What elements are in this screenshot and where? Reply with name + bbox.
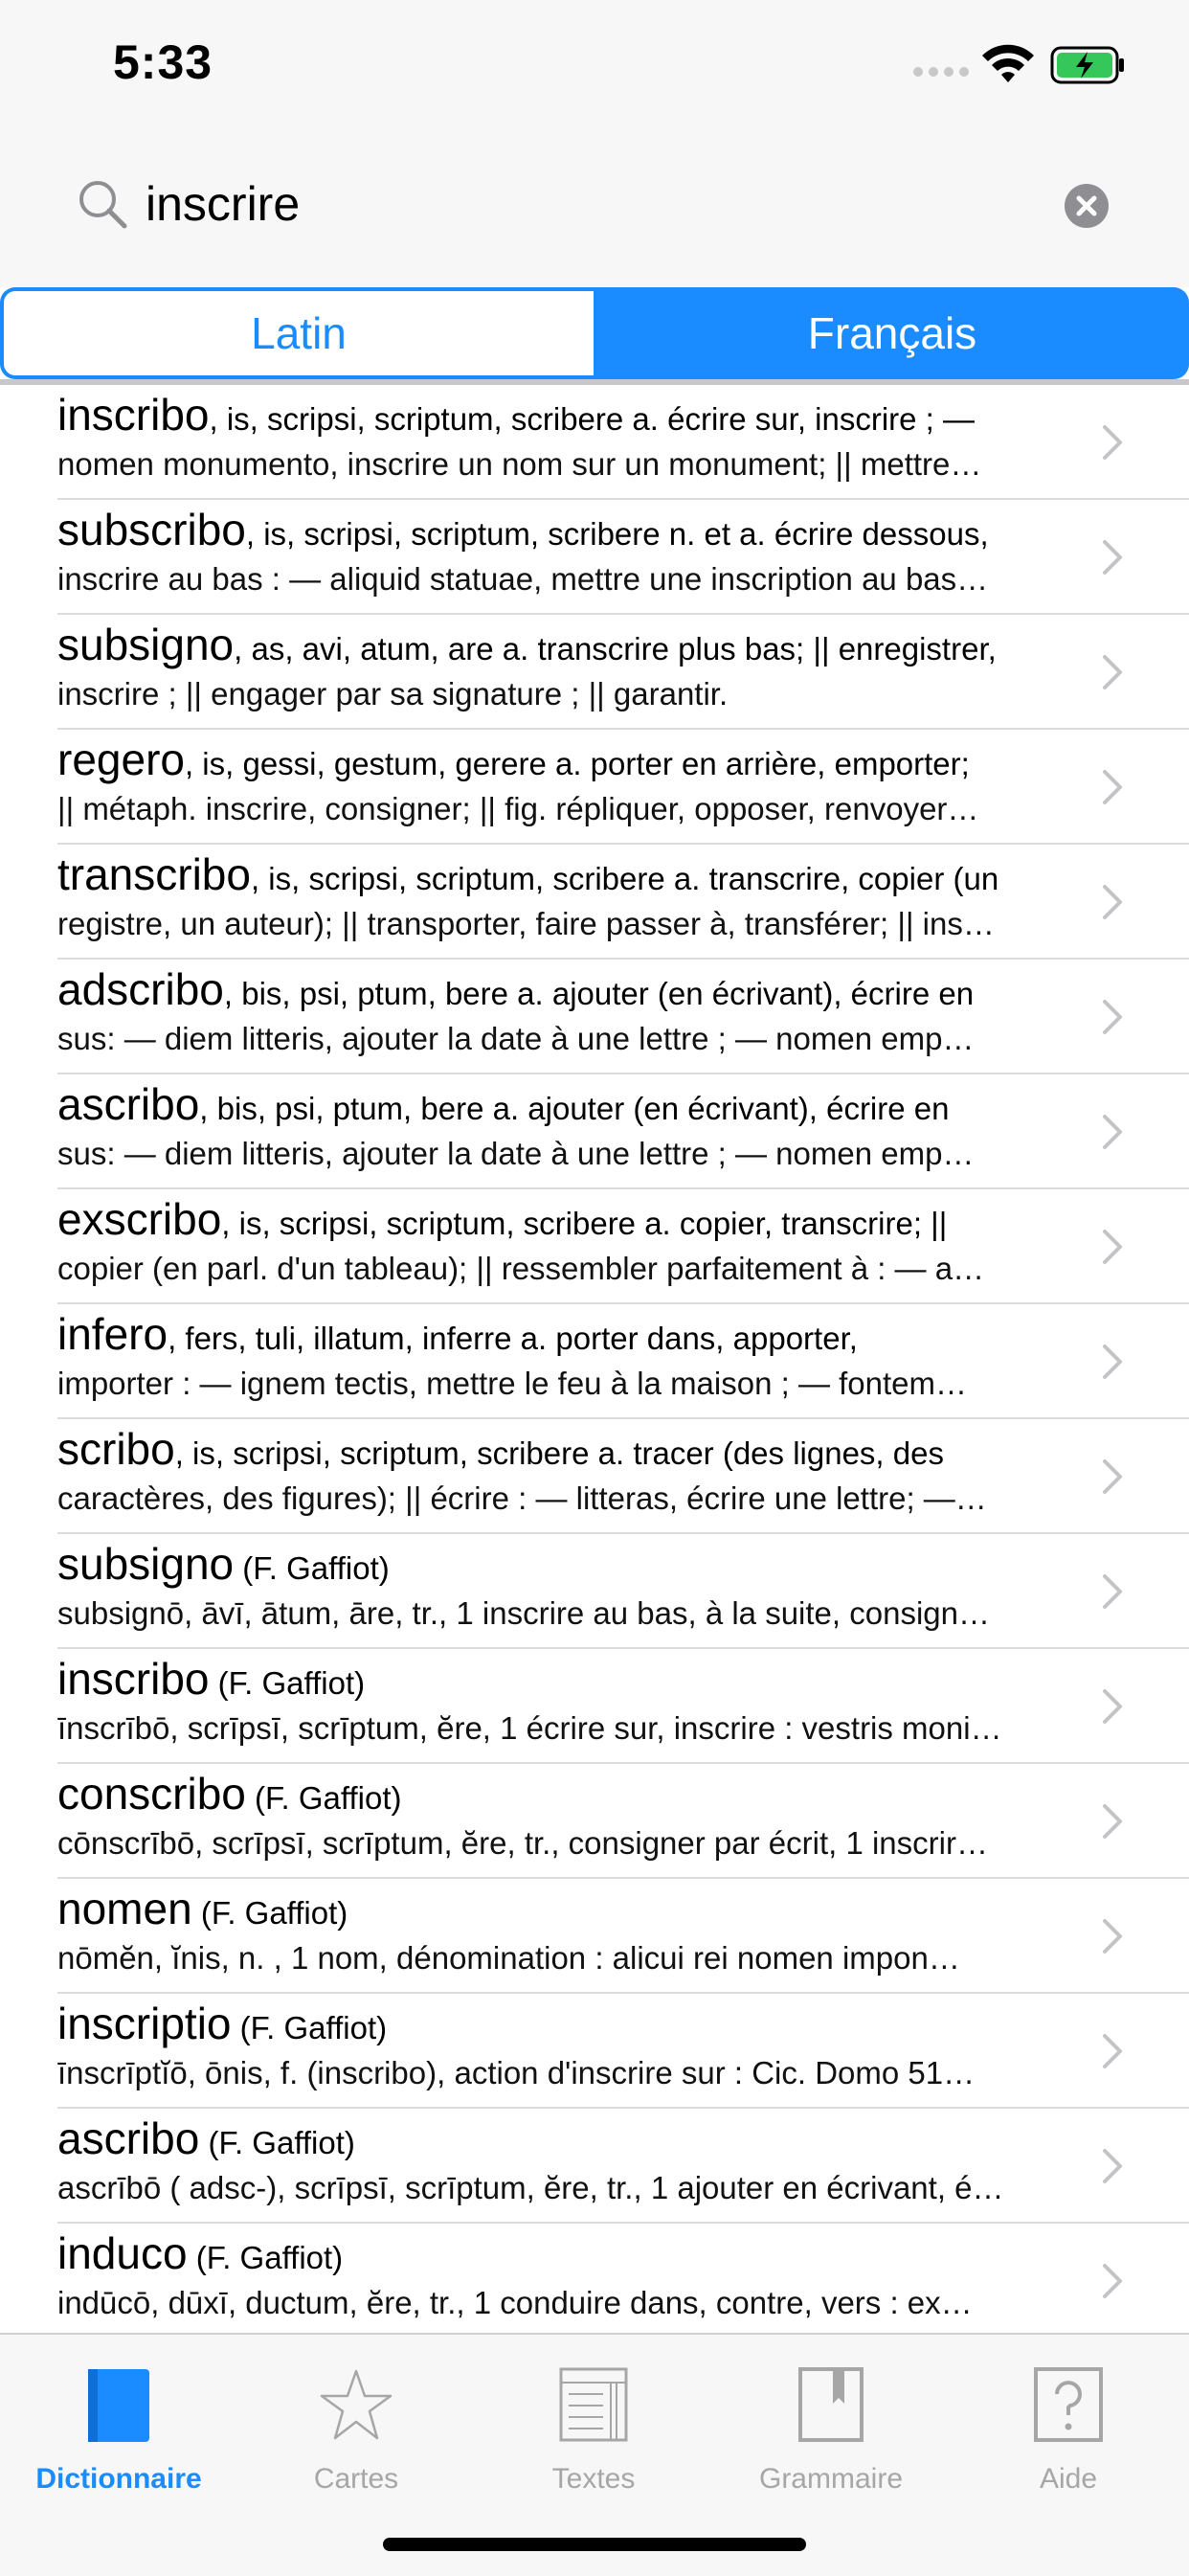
result-row[interactable] (0, 1189, 1189, 1304)
result-line1 (57, 2113, 1091, 2164)
tab-label: Grammaire (758, 2463, 903, 2495)
result-headword: infero (57, 1309, 168, 1359)
result-row[interactable] (0, 385, 1189, 500)
result-headword: regero (57, 734, 185, 784)
chevron-right-icon (1101, 1343, 1124, 1381)
chevron-right-icon (1101, 423, 1124, 462)
cellular-signal-icon (913, 67, 969, 77)
result-grammar: , fers, tuli, illatum, inferre a. porter dans, apporter, (168, 1321, 858, 1356)
chevron-right-icon (1101, 883, 1124, 921)
result-headword: induco (57, 2228, 188, 2278)
result-line1 (57, 1998, 1091, 2049)
result-headword: subsigno (57, 620, 235, 669)
result-definition: īnscrībō, scrīpsī, scrīptum, ĕre, 1 écrire sur, inscrire : vestris moni… (57, 1710, 1002, 1746)
star-icon (320, 2365, 393, 2444)
chevron-right-icon (1101, 998, 1124, 1036)
result-definition: nōmĕn, ĭnis, n. , 1 nom, dénomination : alicui rei nomen impon… (57, 1940, 960, 1976)
chevron-right-icon (1101, 1457, 1124, 1496)
chevron-right-icon (1101, 1687, 1124, 1726)
tab-grammaire[interactable] (712, 2354, 950, 2495)
result-definition: cōnscrībō, scrīpsī, scrīptum, ĕre, tr., consigner par écrit, 1 inscrir… (57, 1825, 988, 1861)
result-line1 (57, 389, 1091, 441)
result-line1 (57, 734, 1091, 785)
result-line1 (57, 504, 1091, 555)
result-line1 (57, 848, 1091, 900)
tab-label: Aide (1039, 2463, 1098, 2495)
result-grammar: , bis, psi, ptum, bere a. ajouter (en écrivant), écrire en (199, 1091, 950, 1126)
result-row[interactable] (0, 1879, 1189, 1994)
result-headword: inscribo (57, 1654, 210, 1704)
result-grammar: , bis, psi, ptum, bere a. ajouter (en écrivant), écrire en (223, 976, 975, 1011)
result-definition: caractères, des figures); || écrire : — litteras, écrire une lettre; —… (57, 1480, 987, 1516)
segment-french[interactable]: Français (807, 308, 977, 358)
tab-label: Textes (551, 2463, 636, 2495)
chevron-right-icon (1101, 653, 1124, 691)
result-line1 (57, 619, 1091, 670)
result-row[interactable] (0, 500, 1189, 615)
result-definition: indūcō, dūxī, ductum, ĕre, tr., 1 conduire dans, contre, vers : ex… (57, 2285, 973, 2320)
clear-search-button[interactable] (1065, 184, 1109, 228)
result-grammar: (F. Gaffiot) (209, 1665, 366, 1701)
close-icon (1065, 184, 1109, 228)
result-row[interactable] (0, 1649, 1189, 1764)
result-grammar: (F. Gaffiot) (234, 1550, 390, 1586)
result-grammar: , is, scripsi, scriptum, scribere a. écrire sur, inscrire ; — (209, 401, 976, 437)
result-row[interactable] (0, 2109, 1189, 2224)
result-definition: nomen monumento, inscrire un nom sur un monument; || mettre… (57, 446, 982, 482)
result-definition: || métaph. inscrire, consigner; || fig. répliquer, opposer, renvoyer… (57, 791, 979, 826)
result-grammar: (F. Gaffiot) (191, 1895, 348, 1931)
result-row[interactable] (0, 730, 1189, 845)
result-row[interactable] (0, 1534, 1189, 1649)
search-icon (77, 178, 128, 230)
result-headword: exscribo (57, 1194, 222, 1244)
segment-latin[interactable]: Latin (4, 291, 594, 375)
result-line1 (57, 1538, 1091, 1590)
status-bar (0, 0, 1189, 134)
chevron-right-icon (1101, 1917, 1124, 1955)
chevron-right-icon (1101, 2032, 1124, 2070)
chevron-right-icon (1101, 538, 1124, 576)
result-grammar: , is, scripsi, scriptum, scribere a. tracer (des lignes, des (174, 1435, 944, 1471)
result-headword: conscribo (57, 1769, 246, 1819)
book-icon (82, 2365, 155, 2444)
result-row[interactable] (0, 1764, 1189, 1879)
tab-label: Cartes (313, 2463, 399, 2495)
result-line1 (57, 1193, 1091, 1245)
result-row[interactable] (0, 1304, 1189, 1419)
result-line1 (57, 1653, 1091, 1705)
result-grammar: , is, scripsi, scriptum, scribere n. et a. écrire dessous, (245, 516, 989, 552)
result-line1 (57, 1078, 1091, 1130)
result-line1 (57, 963, 1091, 1015)
result-grammar: (F. Gaffiot) (245, 1780, 402, 1816)
chevron-right-icon (1101, 1802, 1124, 1841)
result-line1 (57, 1883, 1091, 1934)
result-row[interactable] (0, 845, 1189, 960)
result-row[interactable] (0, 1074, 1189, 1189)
tab-cartes[interactable] (237, 2354, 475, 2495)
chevron-right-icon (1101, 768, 1124, 806)
result-headword: transcribo (57, 849, 251, 899)
result-headword: scribo (57, 1424, 175, 1474)
tab-aide[interactable] (950, 2354, 1187, 2495)
result-row[interactable] (0, 1419, 1189, 1534)
language-segmented-control (0, 287, 1189, 379)
result-row[interactable] (0, 960, 1189, 1074)
result-headword: subsigno (57, 1539, 235, 1589)
chevron-right-icon (1101, 1572, 1124, 1611)
result-definition: registre, un auteur); || transporter, faire passer à, transférer; || ins… (57, 906, 995, 941)
result-definition: subsignō, āvī, ātum, āre, tr., 1 inscrire au bas, à la suite, consign… (57, 1595, 990, 1631)
result-definition: ascrībō ( adsc-), scrīpsī, scrīptum, ĕre, tr., 1 ajouter en écrivant, é… (57, 2170, 1004, 2205)
result-row[interactable] (0, 2224, 1189, 2339)
result-grammar: , is, gessi, gestum, gerere a. porter en arrière, emporter; (184, 746, 970, 781)
result-grammar: (F. Gaffiot) (187, 2240, 344, 2275)
result-grammar: (F. Gaffiot) (199, 2125, 355, 2160)
wifi-icon (980, 44, 1036, 86)
result-definition: copier (en parl. d'un tableau); || ressembler parfaitement à : — a… (57, 1251, 985, 1286)
tab-label: Dictionnaire (35, 2463, 202, 2495)
help-icon (1032, 2365, 1105, 2444)
status-time: 5:33 (113, 35, 213, 89)
result-definition: īnscrīptĭō, ōnis, f. (inscribo), action d'inscrire sur : Cic. Domo 51… (57, 2055, 976, 2090)
chevron-right-icon (1101, 1228, 1124, 1266)
result-line1 (57, 1308, 1091, 1360)
result-headword: subscribo (57, 505, 246, 554)
tab-textes[interactable] (475, 2354, 712, 2495)
home-indicator (383, 2538, 806, 2551)
chevron-right-icon (1101, 2262, 1124, 2300)
result-grammar: (F. Gaffiot) (231, 2010, 388, 2045)
battery-charging-icon (1051, 46, 1126, 84)
result-headword: nomen (57, 1884, 192, 1933)
result-definition: sus: — diem litteris, ajouter la date à une lettre ; — nomen emp… (57, 1136, 975, 1171)
result-grammar: , as, avi, atum, are a. transcrire plus bas; || enregistrer, (234, 631, 997, 667)
result-grammar: , is, scripsi, scriptum, scribere a. transcrire, copier (un (250, 861, 999, 896)
document-icon (557, 2365, 630, 2444)
result-definition: importer : — ignem tectis, mettre le feu à la maison ; — fontem… (57, 1366, 968, 1401)
search-input[interactable] (146, 170, 1007, 237)
result-headword: inscriptio (57, 1999, 232, 2048)
tab-dictionnaire[interactable] (0, 2354, 237, 2495)
chevron-right-icon (1101, 2147, 1124, 2185)
result-row[interactable] (0, 615, 1189, 730)
result-grammar: , is, scripsi, scriptum, scribere a. copier, transcrire; || (221, 1206, 948, 1241)
result-line1 (57, 1423, 1091, 1475)
chevron-right-icon (1101, 1113, 1124, 1151)
result-headword: adscribo (57, 964, 224, 1014)
results-list[interactable] (0, 385, 1189, 2320)
result-row[interactable] (0, 1994, 1189, 2109)
result-definition: inscrire au bas : — aliquid statuae, mettre une inscription au bas… (57, 561, 989, 597)
result-headword: ascribo (57, 1079, 200, 1129)
result-headword: inscribo (57, 390, 210, 440)
result-headword: ascribo (57, 2113, 200, 2163)
result-line1 (57, 1768, 1091, 1819)
bookmark-book-icon (795, 2365, 867, 2444)
result-line1 (57, 2227, 1091, 2279)
result-definition: sus: — diem litteris, ajouter la date à une lettre ; — nomen emp… (57, 1021, 975, 1056)
result-definition: inscrire ; || engager par sa signature ; || garantir. (57, 676, 729, 712)
search-bar (0, 134, 1189, 287)
